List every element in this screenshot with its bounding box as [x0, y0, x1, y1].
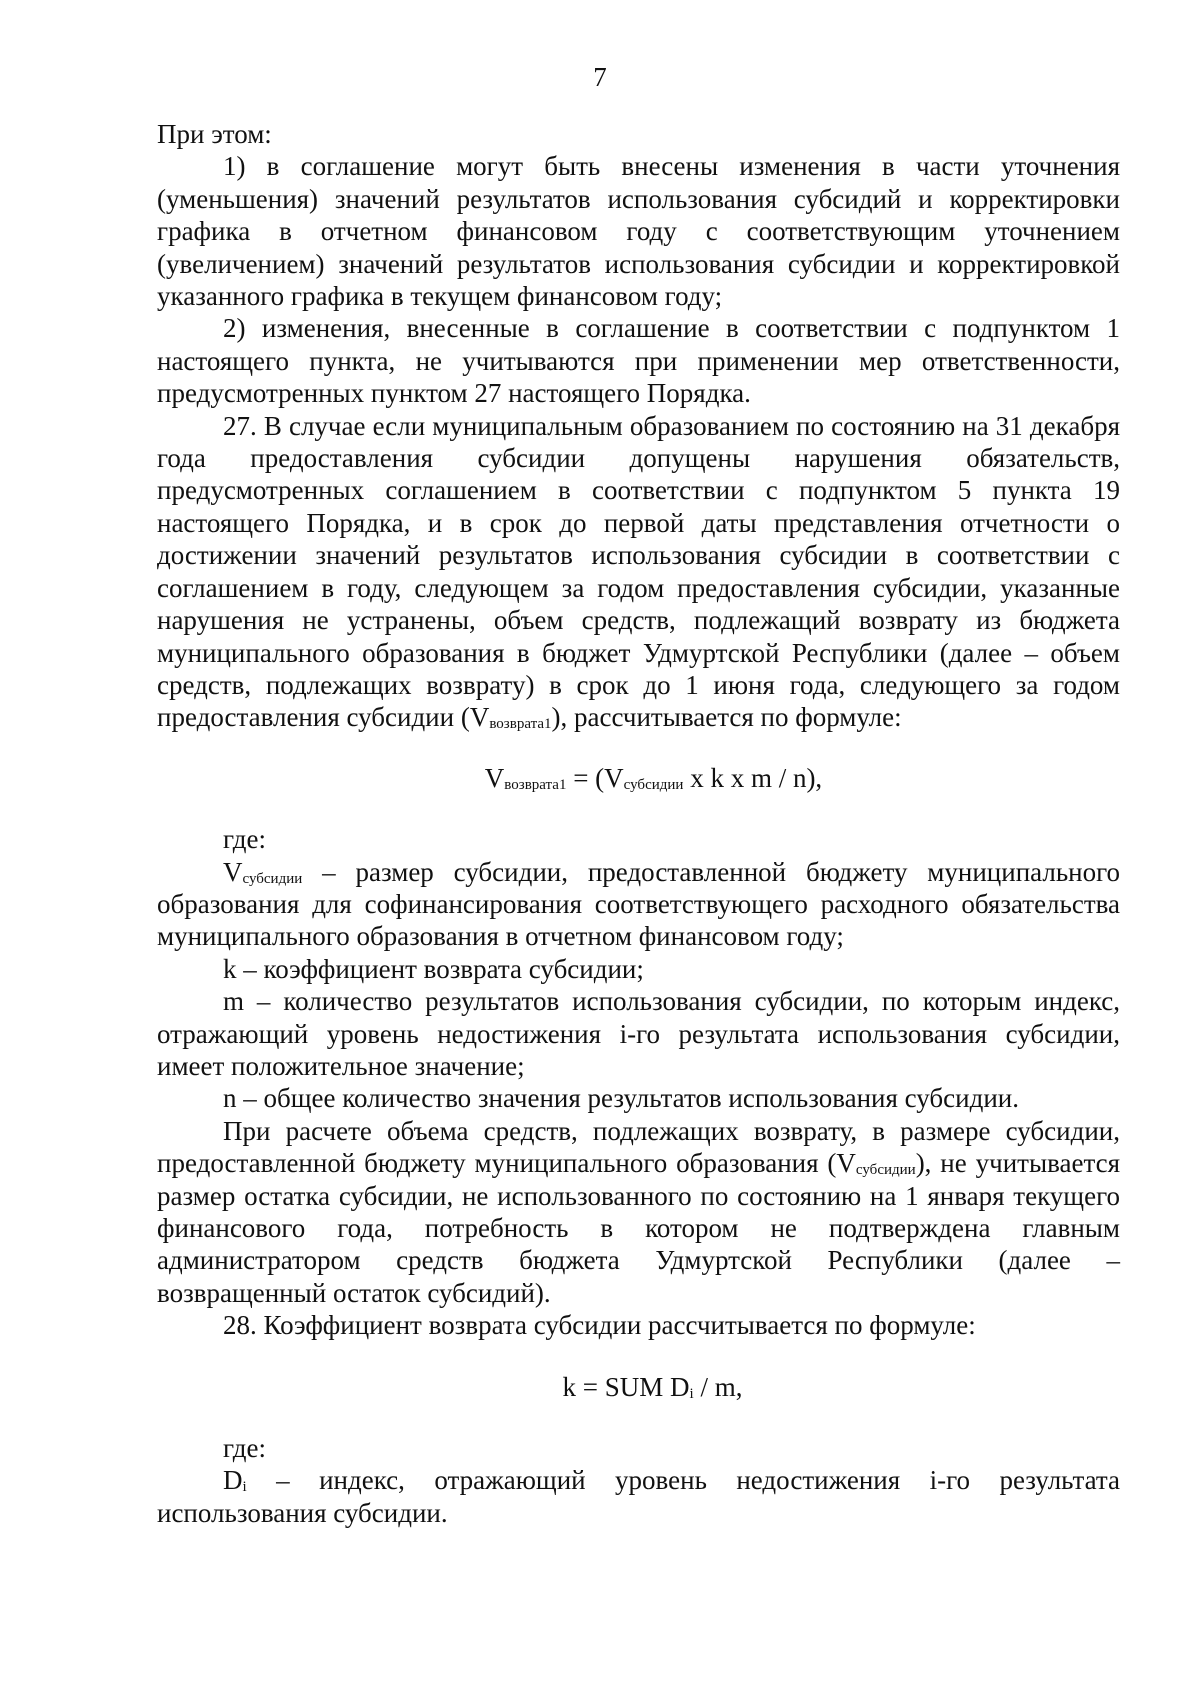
formula-subscript: i [689, 1385, 694, 1402]
paragraph-calculation-note [157, 1115, 1120, 1309]
formula-end: x k x m / n), [683, 762, 823, 793]
formula-subscript: субсидии [623, 776, 684, 793]
definition-var: D [223, 1465, 243, 1496]
definition-text: – размер субсидии, предоставленной бюджету муниципального образования для софинансирования соответствующего расходного обязательства муниципального образования в отчетном финансовом году; [157, 856, 1120, 952]
definition-var: V [223, 856, 243, 887]
note-subscript: субсидии [855, 1162, 916, 1179]
paragraph-item-2: 2) изменения, внесенные в соглашение в соответствии с подпунктом 1 настоящего пункта, не учитываются при применении мер ответственности, предусмотренных пунктом 27 настоящего Порядка. [157, 313, 1120, 409]
where-label: где: [223, 1433, 266, 1464]
document-body [157, 118, 1120, 1529]
paragraph-27-end: ), рассчитывается по формуле: [551, 702, 902, 733]
formula-var: V [484, 762, 505, 793]
formula-return-volume [157, 762, 1120, 794]
note-text: При расчете объема средств, подлежащих возврату, в размере субсидии, предоставленной бюджету муниципального образования (V [157, 1115, 1120, 1179]
paragraph-item-1: 1) в соглашение могут быть внесены изменения в части уточнения (уменьшения) значений результатов использования субсидий и корректировки графика в отчетном финансовом году с соответствующим уточнением (увеличением) значений результатов использования субсидии и корректировкой указанного графика в текущем финансовом году; [157, 151, 1120, 312]
formula-middle: = (V [566, 762, 624, 793]
where-label: где: [223, 824, 266, 855]
formula-subscript: возврата1 [504, 776, 567, 793]
paragraph-28: 28. Коэффициент возврата субсидии рассчитывается по формуле: [223, 1310, 976, 1341]
definition-d [157, 1464, 1120, 1529]
variable-subscript: возврата1 [489, 716, 552, 733]
formula-end: / m, [693, 1371, 743, 1402]
formula-coefficient [157, 1371, 1120, 1403]
variable-v: V [469, 702, 490, 733]
definition-m: m – количество результатов использования субсидии, по которым индекс, отражающий уровень недостижения i-го результата использования субсидии, имеет положительное значение; [157, 986, 1120, 1081]
definition-text: – индекс, отражающий уровень недостижения i-го результата использования субсидии. [157, 1465, 1120, 1528]
page-number: 7 [593, 62, 607, 92]
definition-k: k – коэффициент возврата субсидии; [223, 953, 644, 984]
definition-subscript: i [242, 1479, 247, 1496]
definition-subscript: субсидии [242, 870, 303, 887]
paragraph-27 [157, 410, 1120, 734]
paragraph-27-text: 27. В случае если муниципальным образованием по состоянию на 31 декабря года предоставления субсидии допущены нарушения обязательств, предусмотренных соглашением в соответствии с подпунктом 5 пункта 19 настоящего Порядка, и в срок до первой даты представления отчетности о достижении значений результатов использования субсидии в соответствии с соглашением в году, следующем за годом предоставления субсидии, указанные нарушения не устранены, объем средств, подлежащий возврату из бюджета муниципального образования в бюджет Удмуртской Республики (далее – объем средств, подлежащих возврату) в срок до 1 июня года, следующего за годом предоставления субсидии ( [157, 410, 1120, 733]
paragraph-intro: При этом: [157, 119, 272, 149]
note-end: ), не учитывается размер остатка субсидии, не использованного по состоянию на 1 января текущего финансового года, потребность в котором не подтверждена главным администратором средств бюджета Удмуртской Республики (далее – возвращенный остаток субсидий). [157, 1148, 1120, 1308]
formula-start: k = SUM D [562, 1371, 690, 1402]
definition-v-subsidy [157, 856, 1120, 953]
definition-n: n – общее количество значения результатов использования субсидии. [223, 1083, 1019, 1114]
